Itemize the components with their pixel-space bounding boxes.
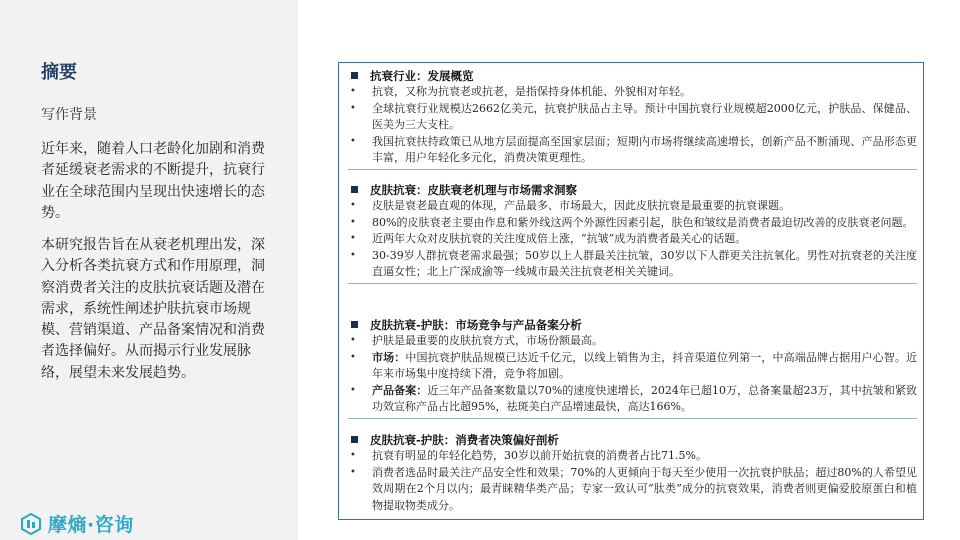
bullet-icon: • (350, 335, 356, 346)
list-item (348, 198, 917, 215)
summary-paragraph-2: 本研究报告旨在从衰老机理出发，深入分析各类抗衰方式和作用原理，洞察消费者关注的皮肤抗衰话题及潜在需求，系统性阐述护肤抗衰市场规模、营销渠道、产品备案情况和消费者选择偏好。从而揭示行业发展脉络，展望未来发展趋势。 (41, 237, 265, 381)
summary-subtitle: 写作背景 (41, 107, 97, 123)
bullet-icon: • (350, 384, 356, 396)
list-item (348, 448, 917, 465)
section-heading-text: 皮肤抗衰-护肤：市场竞争与产品备案分析 (370, 317, 582, 332)
list-item (348, 383, 917, 416)
list-item (348, 465, 917, 515)
section-consumer-preference (348, 431, 917, 514)
section-heading-text: 皮肤抗衰-护肤：消费者决策偏好剖析 (370, 432, 559, 447)
bullet-icon: • (350, 450, 356, 461)
section-heading (348, 316, 917, 333)
list-item-text: 护肤是最重要的皮肤抗衰方式，市场份额最高。 (372, 334, 603, 347)
section-heading (348, 67, 917, 84)
section-market-competition (348, 316, 917, 421)
bullet-icon: • (350, 200, 356, 211)
section-heading (348, 181, 917, 198)
bullet-icon: • (350, 102, 356, 114)
section-heading-text: 抗衰行业：发展概览 (370, 68, 474, 83)
bullet-icon: • (350, 233, 356, 245)
bullet-icon: • (350, 351, 356, 363)
section-divider (348, 283, 917, 284)
content-panel (338, 62, 924, 520)
list-item (348, 215, 917, 232)
list-item-text: 80%的皮肤衰老主要由作息和紫外线这两个外源性因素引起，肤色和皱纹是消费者最迫切改善的皮肤衰老问题。 (372, 215, 914, 229)
list-item-lead: 市场： (372, 350, 406, 364)
bullet-icon: • (350, 86, 356, 97)
square-bullet-icon (351, 72, 358, 79)
list-item-text: 近三年产品备案数量以70%的速度快速增长，2024年已超10万，总备案量超23万，其中抗皱和紧致功效宣称产品占比超95%，祛斑美白产品增速最快，高达166%。 (372, 383, 918, 414)
list-item (348, 101, 917, 134)
list-item-text: 30-39岁人群抗衰老需求最强；50岁以上人群最关注抗皱，30岁以下人群更关注抗氧化。男性对抗衰老的关注度直逼女性；北上广深成渝等一线城市最关注抗衰老相关关键词。 (372, 248, 917, 279)
list-item-text: 消费者选品时最关注产品安全性和效果；70%的人更倾向于每天至少使用一次抗衰护肤品；超过80%的人希望见效周期在2个月以内；最青睐精华类产品；专家一致认可“肽类”成分的抗衰效果，消费者则更偏爱胶原蛋白和植物提取物类成分。 (372, 465, 917, 512)
list-item (348, 84, 917, 101)
bullet-icon: • (350, 466, 356, 478)
square-bullet-icon (351, 186, 358, 193)
bullet-icon: • (350, 135, 356, 147)
list-item (348, 333, 917, 350)
summary-paragraph-1: 近年来，随着人口老龄化加剧和消费者延缓衰老需求的不断提升，抗衰行业在全球范围内呈现出快速增长的态势。 (41, 141, 265, 221)
section-industry-overview (348, 67, 917, 172)
list-item (348, 231, 917, 248)
section-heading-text: 皮肤抗衰：皮肤衰老机理与市场需求洞察 (370, 182, 577, 197)
brand-logo-icon (20, 513, 42, 535)
list-item (348, 134, 917, 167)
section-divider (348, 169, 917, 170)
list-item-text: 近两年大众对皮肤抗衰的关注度成倍上涨，“抗皱”成为消费者最关心的话题。 (372, 232, 747, 246)
list-item-text: 抗衰有明显的年轻化趋势，30岁以前开始抗衰的消费者占比71.5%。 (372, 449, 707, 462)
bullet-icon: • (350, 249, 356, 261)
brand-logo (20, 510, 134, 537)
list-item-text: 我国抗衰扶持政策已从地方层面提高至国家层面；短期内市场将继续高速增长，创新产品不断涌现、产品形态更丰富，用户年轻化多元化，消费决策更理性。 (372, 134, 917, 165)
list-item-text: 抗衰，又称为抗衰老或抗老，是指保持身体机能、外貌相对年轻。 (372, 85, 691, 98)
list-item (348, 248, 917, 281)
list-item-text: 全球抗衰行业规模达2662亿美元，抗衰护肤品占主导。预计中国抗衰行业规模超2000亿元，护肤品、保健品、医美为三大支柱。 (372, 101, 917, 132)
section-skin-aging-insight (348, 181, 917, 286)
bullet-icon: • (350, 216, 356, 228)
section-heading (348, 431, 917, 448)
list-item-text: 皮肤是衰老最直观的体现，产品最多、市场最大，因此皮肤抗衰是最重要的抗衰课题。 (372, 199, 790, 212)
list-item (348, 350, 917, 383)
list-item-text: 中国抗衰护肤品规模已达近千亿元，以线上销售为主，抖音渠道位列第一，中高端品牌占据用户心智。近年来市场集中度持续下滑，竞争将加剧。 (372, 350, 917, 381)
square-bullet-icon (351, 321, 358, 328)
summary-sidebar (0, 0, 298, 540)
list-item-lead: 产品备案： (372, 383, 428, 397)
section-divider (348, 418, 917, 419)
brand-logo-text: 摩熵·咨询 (48, 514, 134, 536)
summary-title: 摘要 (41, 62, 77, 83)
square-bullet-icon (351, 436, 358, 443)
